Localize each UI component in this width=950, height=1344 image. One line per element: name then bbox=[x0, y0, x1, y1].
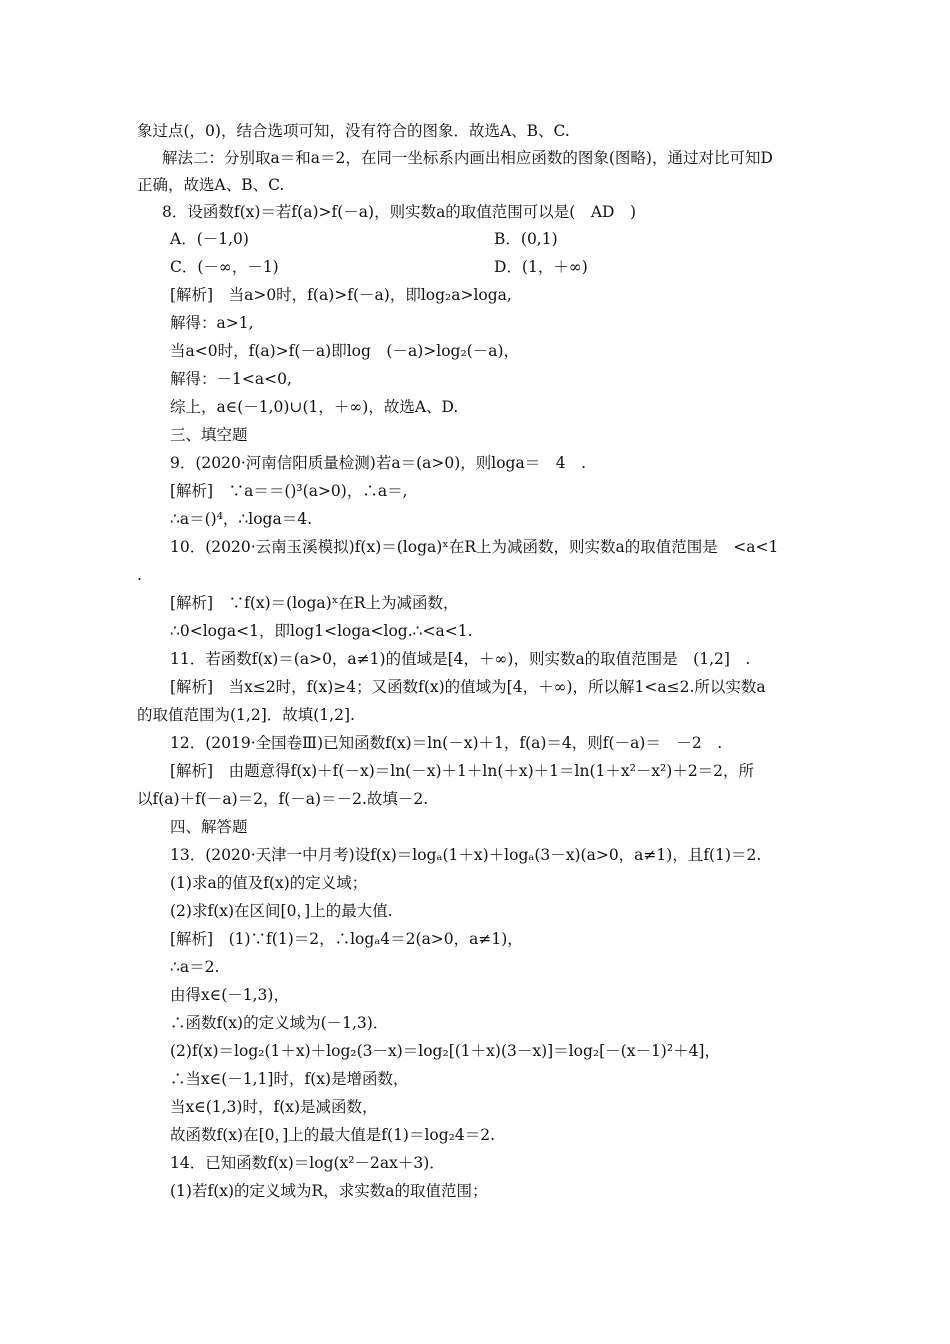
solution-line: 解得：a>1, bbox=[170, 314, 254, 332]
text-line: . bbox=[137, 566, 142, 584]
solution-line: [解析] 由题意得f(x)＋f(－x)＝ln(－x)＋1＋ln(＋x)＋1＝ln(1＋x²－x²)＋2＝2，所 bbox=[170, 762, 755, 780]
solution-line: 由得x∈(－1,3)， bbox=[170, 986, 289, 1004]
solution-line: 当a<0时，f(a)>f(－a)即log (－a)>log₂(－a)， bbox=[170, 342, 520, 360]
text-line: 正确，故选A、B、C. bbox=[137, 176, 285, 194]
question-11: 11．若函数f(x)＝(a>0，a≠1)的值域是[4，＋∞)，则实数a的取值范围是 (1,2] . bbox=[170, 650, 751, 668]
solution-line: ∴a＝()⁴，∴loga＝4. bbox=[170, 510, 313, 528]
solution-line: 当x∈(1,3)时，f(x)是减函数， bbox=[170, 1098, 378, 1116]
solution-line: ∴a＝2. bbox=[170, 958, 220, 976]
option-c: C．(－∞，－1) bbox=[170, 258, 279, 276]
question-10: 10．(2020·云南玉溪模拟)f(x)＝(loga)ˣ在R上为减函数，则实数a的取值范围是 <a<1 bbox=[170, 538, 779, 556]
text-line: (2)求f(x)在区间[0，]上的最大值. bbox=[170, 902, 393, 920]
solution-line: 解得：－1<a<0, bbox=[170, 370, 292, 388]
solution-line: 的取值范围为(1,2]．故填(1,2]. bbox=[137, 706, 355, 724]
question-8: 8．设函数f(x)＝若f(a)>f(－a)，则实数a的取值范围可以是( AD ) bbox=[162, 203, 637, 221]
text-line: (1)求a的值及f(x)的定义域； bbox=[170, 874, 368, 892]
option-d: D．(1，＋∞) bbox=[494, 258, 588, 276]
text-line: 解法二：分别取a＝和a＝2，在同一坐标系内画出相应函数的图象(图略)，通过对比可知D bbox=[162, 149, 773, 167]
solution-line: ∴当x∈(－1,1]时，f(x)是增函数， bbox=[170, 1070, 409, 1088]
solution-line: (2)f(x)＝log₂(1＋x)＋log₂(3－x)＝log₂[(1＋x)(3－x)]＝log₂[－(x－1)²＋4]， bbox=[170, 1042, 720, 1060]
option-b: B．(0,1) bbox=[494, 230, 558, 248]
question-9: 9．(2020·河南信阳质量检测)若a＝(a>0)，则loga＝ 4 . bbox=[170, 454, 586, 472]
question-14: 14．已知函数f(x)＝log(x²－2ax＋3)． bbox=[170, 1154, 445, 1172]
solution-line: [解析] (1)∵f(1)＝2，∴logₐ4＝2(a>0，a≠1)， bbox=[170, 930, 523, 948]
solution-line: [解析] 当x≤2时，f(x)≥4；又函数f(x)的值域为[4，＋∞)，所以解1<a≤2.所以实数a bbox=[170, 678, 766, 696]
solution-line: [解析] ∵f(x)＝(loga)ˣ在R上为减函数， bbox=[170, 594, 459, 612]
solution-line: 故函数f(x)在[0，]上的最大值是f(1)＝log₂4＝2. bbox=[170, 1126, 496, 1144]
solution-line: [解析] ∵a＝＝()³(a>0)，∴a＝, bbox=[170, 482, 408, 500]
text-line: (1)若f(x)的定义域为R，求实数a的取值范围； bbox=[170, 1182, 488, 1200]
section-heading: 三、填空题 bbox=[170, 426, 248, 444]
question-12: 12．(2019·全国卷Ⅲ)已知函数f(x)＝ln(－x)＋1，f(a)＝4，则f(－a)＝ －2 . bbox=[170, 734, 723, 752]
solution-line: 综上，a∈(－1,0)∪(1，＋∞)，故选A、D. bbox=[170, 398, 459, 416]
solution-line: [解析] 当a>0时，f(a)>f(－a)，即log₂a>loga, bbox=[170, 286, 512, 304]
option-a: A．(－1,0) bbox=[170, 230, 249, 248]
solution-line: ∴函数f(x)的定义域为(－1,3)． bbox=[170, 1014, 389, 1032]
solution-line: 以f(a)＋f(－a)＝2，f(－a)＝－2.故填－2. bbox=[137, 790, 429, 808]
text-line: 象过点(，0)，结合选项可知，没有符合的图象．故选A、B、C. bbox=[137, 122, 570, 140]
solution-line: ∴0<loga<1，即log1<loga<log.∴<a<1. bbox=[170, 622, 473, 640]
question-13: 13．(2020·天津一中月考)设f(x)＝logₐ(1＋x)＋logₐ(3－x)(a>0，a≠1)，且f(1)＝2. bbox=[170, 846, 762, 864]
section-heading: 四、解答题 bbox=[170, 818, 248, 836]
